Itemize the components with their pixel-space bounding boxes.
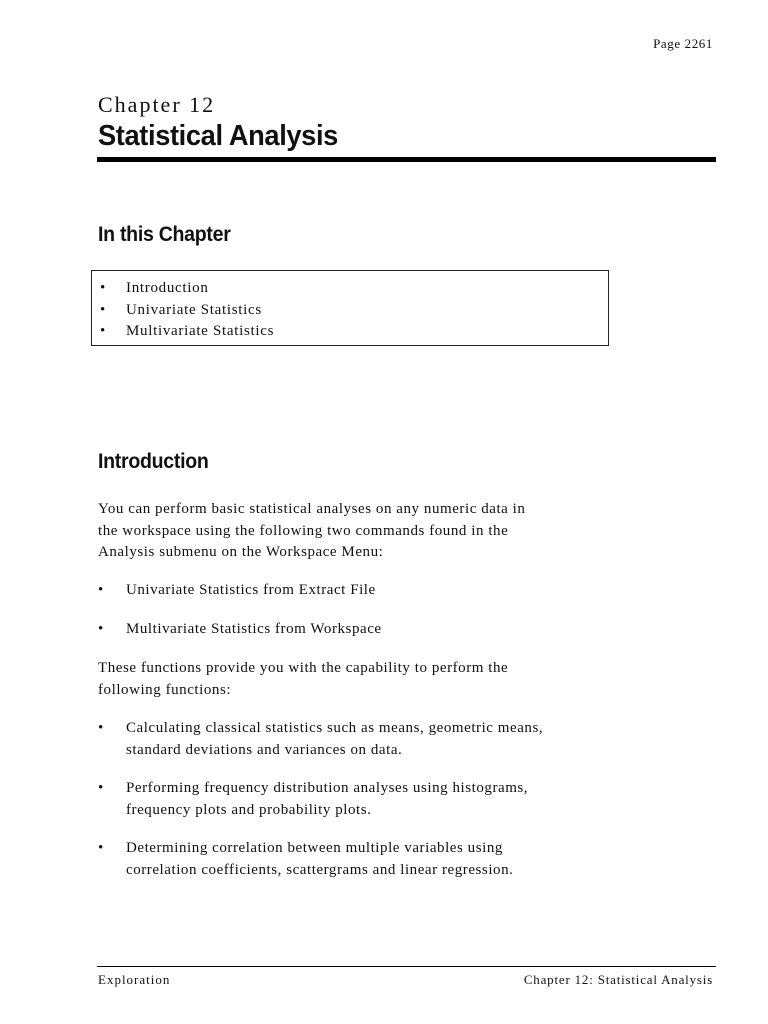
chapter-title: Statistical Analysis	[98, 120, 338, 152]
command-label: Multivariate Statistics from Workspace	[126, 621, 382, 637]
footer-book-title: Exploration	[98, 972, 171, 987]
bullet-icon: •	[98, 621, 104, 637]
bullet-icon: •	[98, 582, 104, 598]
toc-item-introduction	[92, 278, 608, 300]
toc-item-label: Introduction	[126, 280, 209, 296]
paragraph-line: following functions:	[98, 681, 232, 698]
title-rule	[97, 157, 716, 162]
page-number: Page 2261	[653, 36, 713, 51]
paragraph-line: These functions provide you with the capability to perform the	[98, 660, 509, 676]
command-item-multivariate	[98, 619, 618, 641]
bullet-icon: •	[100, 280, 106, 296]
footer-chapter-title: Chapter 12: Statistical Analysis	[523, 972, 713, 987]
function-line: Calculating classical statistics such as means, geometric means,	[126, 720, 544, 736]
paragraph-line: You can perform basic statistical analyses on any numeric data in	[98, 501, 526, 517]
toc-item-multivariate	[92, 321, 608, 343]
bullet-icon: •	[98, 720, 104, 736]
function-line: frequency plots and probability plots.	[126, 801, 372, 818]
function-line: Determining correlation between multiple variables using	[126, 840, 503, 856]
function-line: standard deviations and variances on data.	[126, 741, 403, 758]
bullet-icon: •	[100, 323, 106, 339]
toc-box	[91, 270, 609, 346]
toc-list	[92, 271, 608, 343]
paragraph-line: Analysis submenu on the Workspace Menu:	[98, 544, 384, 560]
command-label: Univariate Statistics from Extract File	[126, 582, 376, 598]
chapter-label: Chapter 12	[98, 92, 216, 117]
toc-item-label: Multivariate Statistics	[126, 323, 275, 339]
bullet-icon: •	[98, 780, 104, 796]
toc-heading: In this Chapter	[98, 223, 231, 246]
footer-rule	[97, 966, 716, 967]
bullet-icon: •	[98, 840, 104, 856]
command-item-univariate	[98, 580, 618, 602]
bullet-icon: •	[100, 301, 106, 318]
function-line: correlation coefficients, scattergrams and linear regression.	[126, 861, 514, 878]
function-line: Performing frequency distribution analyses using histograms,	[126, 780, 529, 796]
toc-item-label: Univariate Statistics	[126, 301, 262, 318]
paragraph-line: the workspace using the following two commands found in the	[98, 522, 509, 539]
intro-paragraph-1	[98, 499, 618, 564]
function-item-classical	[98, 718, 618, 761]
intro-paragraph-2	[98, 658, 618, 701]
function-item-correlation	[98, 838, 618, 881]
introduction-heading: Introduction	[98, 450, 209, 473]
function-item-frequency	[98, 778, 618, 821]
toc-item-univariate	[92, 300, 608, 322]
